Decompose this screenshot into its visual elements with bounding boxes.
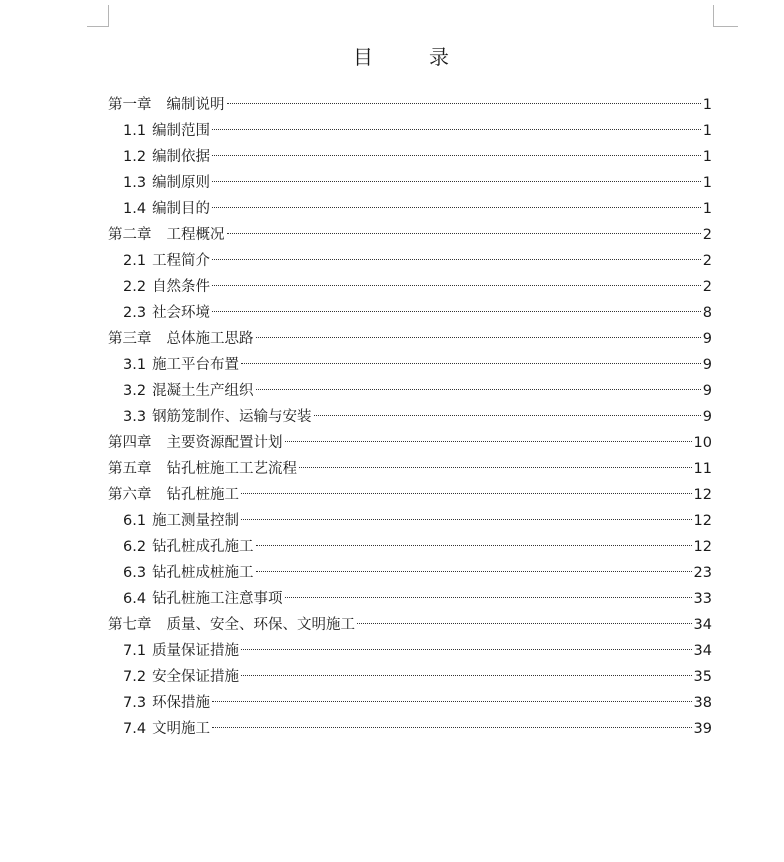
dot-leader [212,701,691,702]
toc-entry-title: 社会环境 [152,305,211,321]
dot-leader [314,415,701,416]
toc-entry-page-number: 23 [693,565,712,581]
toc-entry-number: 6.3 [123,565,147,581]
toc-section-entry[interactable] [108,560,712,586]
toc-entry-number: 3.1 [123,357,147,373]
toc-section-entry[interactable] [108,690,712,716]
toc-entry-title: 钻孔桩施工工艺流程 [166,461,297,477]
crop-mark-top-left [87,5,109,27]
toc-entry-page-number: 1 [702,175,712,191]
toc-entry-number: 1.3 [123,175,147,191]
toc-entry-page-number: 9 [702,357,712,373]
dot-leader [299,467,692,468]
dot-leader [285,441,692,442]
toc-section-entry[interactable] [108,716,712,742]
toc-entry-number: 7.1 [123,643,147,659]
toc-entry-number: 6.2 [123,539,147,555]
toc-entry-number: 第三章 [108,331,152,347]
toc-entry-number: 3.3 [123,409,147,425]
toc-entry-number: 7.3 [123,695,147,711]
toc-section-entry[interactable] [108,170,712,196]
toc-entry-number: 1.1 [123,123,147,139]
toc-entry-page-number: 1 [702,123,712,139]
toc-entry-title: 混凝土生产组织 [152,383,254,399]
toc-entry-title: 主要资源配置计划 [166,435,283,451]
toc-entry-page-number: 9 [702,409,712,425]
toc-entry-title: 施工平台布置 [152,357,240,373]
dot-leader [241,649,691,650]
toc-entry-page-number: 2 [702,253,712,269]
toc-entry-page-number: 38 [693,695,712,711]
toc-entry-page-number: 39 [693,721,712,737]
toc-entry-page-number: 1 [702,97,712,113]
toc-section-entry[interactable] [108,586,712,612]
toc-entry-title: 总体施工思路 [166,331,254,347]
toc-entry-title: 钻孔桩施工 [166,487,239,503]
toc-entry-title: 自然条件 [152,279,211,295]
toc-entry-number: 1.4 [123,201,147,217]
toc-entry-page-number: 35 [693,669,712,685]
toc-entry-number: 2.1 [123,253,147,269]
toc-entry-number: 6.1 [123,513,147,529]
dot-leader [212,311,701,312]
dot-leader [241,675,691,676]
toc-entry-page-number: 9 [702,331,712,347]
toc-chapter-entry[interactable] [108,612,712,638]
dot-leader [212,727,691,728]
toc-entry-title: 质量、安全、环保、文明施工 [166,617,355,633]
toc-entry-title: 编制范围 [152,123,211,139]
toc-section-entry[interactable] [108,118,712,144]
toc-entry-page-number: 12 [693,513,712,529]
dot-leader [212,155,701,156]
toc-entry-title: 施工测量控制 [152,513,240,529]
dot-leader [227,233,701,234]
dot-leader [212,181,701,182]
toc-entry-page-number: 34 [693,643,712,659]
toc-entry-number: 第一章 [108,97,152,113]
toc-entry-title: 钻孔桩施工注意事项 [152,591,283,607]
toc-entry-page-number: 10 [693,435,712,451]
toc-entry-title: 钢筋笼制作、运输与安装 [152,409,312,425]
toc-section-entry[interactable] [108,638,712,664]
toc-chapter-entry[interactable] [108,222,712,248]
dot-leader [256,389,701,390]
toc-section-entry[interactable] [108,534,712,560]
toc-entry-number: 2.3 [123,305,147,321]
toc-section-entry[interactable] [108,664,712,690]
dot-leader [357,623,692,624]
toc-section-entry[interactable] [108,274,712,300]
toc-entry-page-number: 12 [693,487,712,503]
table-of-contents [108,92,712,742]
dot-leader [241,493,692,494]
toc-chapter-entry[interactable] [108,456,712,482]
toc-chapter-entry[interactable] [108,92,712,118]
toc-chapter-entry[interactable] [108,482,712,508]
toc-section-entry[interactable] [108,144,712,170]
toc-entry-page-number: 33 [693,591,712,607]
dot-leader [212,285,701,286]
toc-entry-number: 第五章 [108,461,152,477]
toc-entry-title: 编制说明 [166,97,225,113]
toc-entry-page-number: 1 [702,149,712,165]
dot-leader [212,207,701,208]
toc-entry-title: 编制目的 [152,201,211,217]
toc-entry-number: 7.2 [123,669,147,685]
toc-chapter-entry[interactable] [108,326,712,352]
toc-entry-title: 编制依据 [152,149,211,165]
toc-section-entry[interactable] [108,508,712,534]
toc-entry-number: 7.4 [123,721,147,737]
toc-section-entry[interactable] [108,404,712,430]
toc-entry-number: 第二章 [108,227,152,243]
dot-leader [256,545,692,546]
toc-entry-title: 质量保证措施 [152,643,240,659]
toc-entry-number: 2.2 [123,279,147,295]
toc-section-entry[interactable] [108,300,712,326]
toc-entry-title: 工程简介 [152,253,211,269]
crop-mark-top-right [713,5,738,27]
toc-entry-title: 安全保证措施 [152,669,240,685]
toc-chapter-entry[interactable] [108,430,712,456]
dot-leader [227,103,701,104]
dot-leader [256,337,701,338]
dot-leader [212,129,701,130]
toc-entry-number: 第七章 [108,617,152,633]
toc-entry-page-number: 9 [702,383,712,399]
dot-leader [212,259,701,260]
toc-entry-number: 6.4 [123,591,147,607]
toc-entry-page-number: 2 [702,227,712,243]
dot-leader [241,519,691,520]
toc-entry-title: 工程概况 [166,227,225,243]
toc-entry-title: 环保措施 [152,695,211,711]
toc-entry-title: 钻孔桩成桩施工 [152,565,254,581]
toc-entry-page-number: 12 [693,539,712,555]
toc-entry-number: 1.2 [123,149,147,165]
toc-title: 目 录 [353,45,467,69]
toc-section-entry[interactable] [108,248,712,274]
dot-leader [285,597,692,598]
toc-entry-number: 第四章 [108,435,152,451]
toc-entry-page-number: 2 [702,279,712,295]
toc-entry-title: 编制原则 [152,175,211,191]
toc-entry-number: 3.2 [123,383,147,399]
toc-section-entry[interactable] [108,352,712,378]
dot-leader [256,571,692,572]
toc-entry-page-number: 34 [693,617,712,633]
toc-entry-page-number: 11 [693,461,712,477]
toc-entry-title: 文明施工 [152,721,211,737]
toc-section-entry[interactable] [108,196,712,222]
toc-section-entry[interactable] [108,378,712,404]
toc-entry-number: 第六章 [108,487,152,503]
toc-entry-page-number: 8 [702,305,712,321]
toc-entry-title: 钻孔桩成孔施工 [152,539,254,555]
dot-leader [241,363,701,364]
toc-entry-page-number: 1 [702,201,712,217]
